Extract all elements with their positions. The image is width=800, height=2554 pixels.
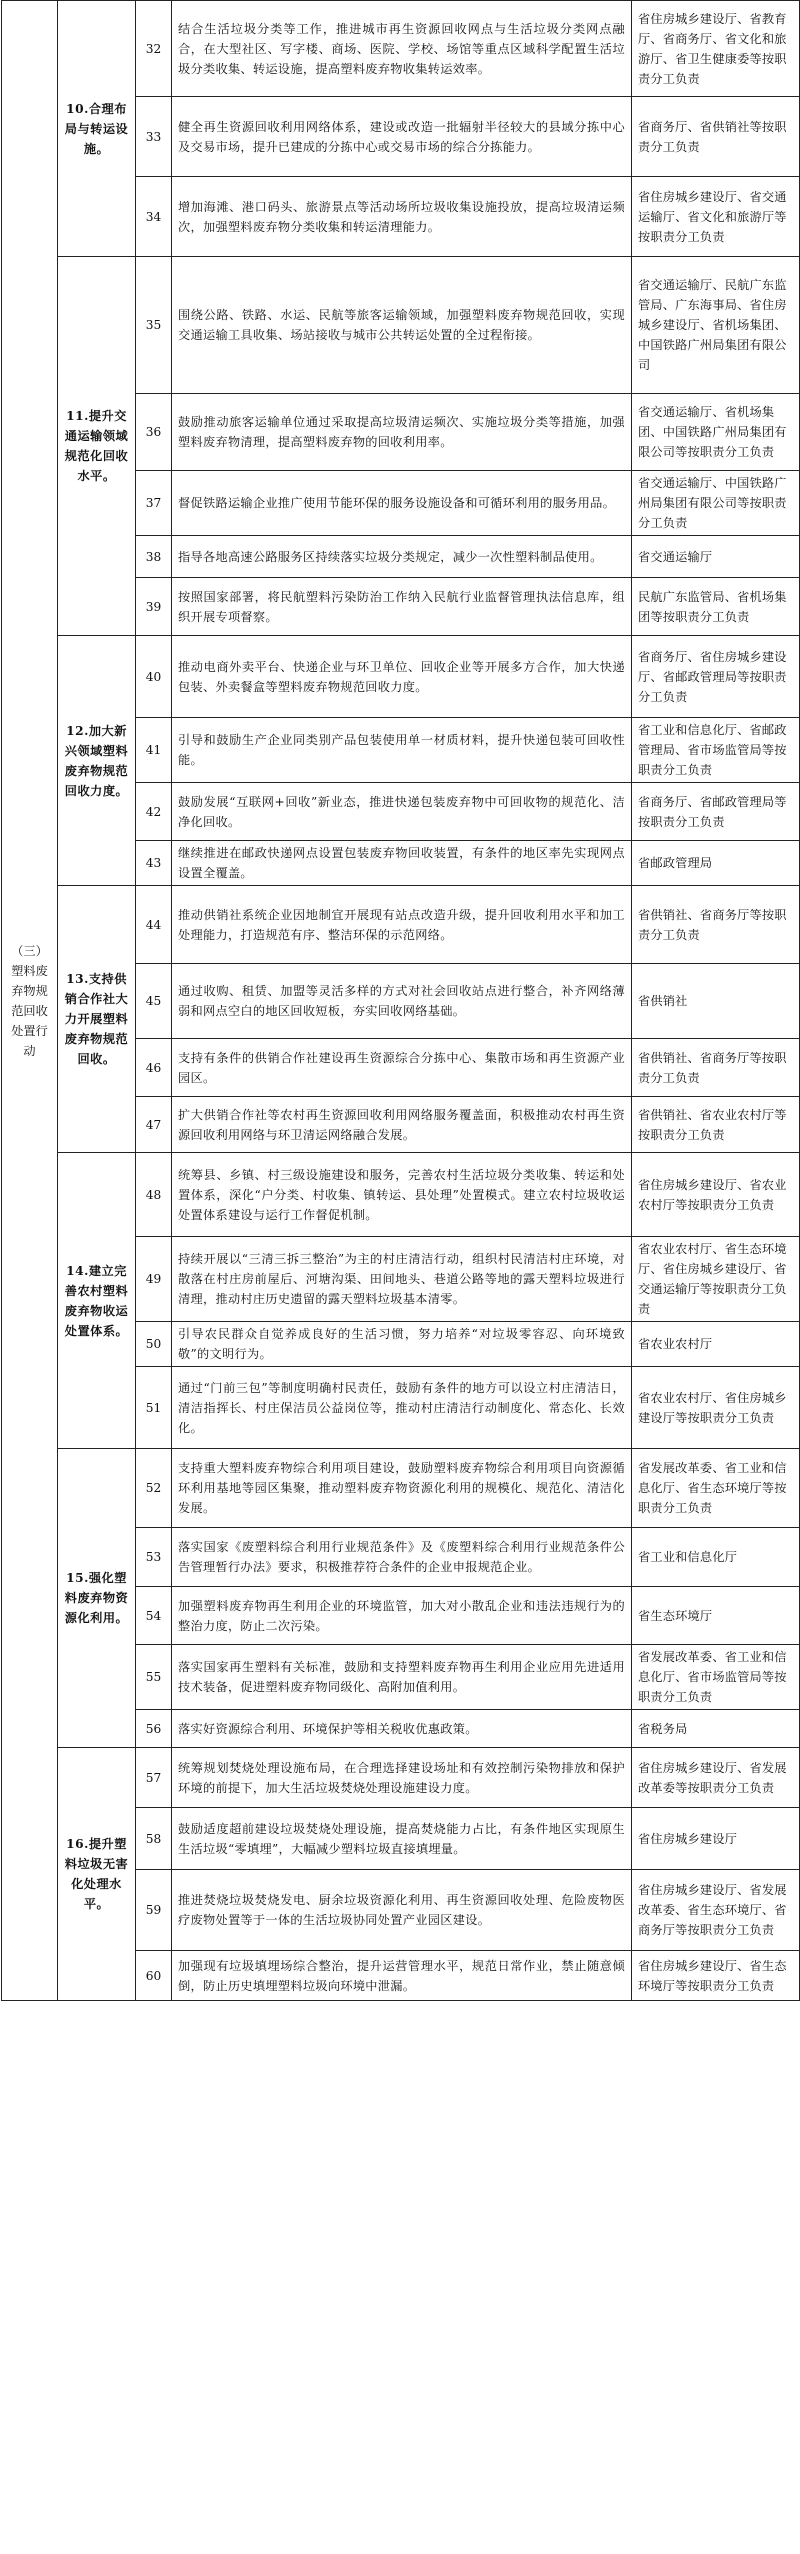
item-number: 44 [136,886,172,964]
group-title-text: 10.合理布局与转运设施。 [64,101,129,156]
item-description: 推进焚烧垃圾焚烧发电、厨余垃圾资源化利用、再生资源回收处理、危险废物医疗废物处置等于一体的生活垃圾协同处置产业园区建设。 [172,1870,632,1951]
category-cell [2,1,58,2001]
item-description: 鼓励适度超前建设垃圾焚烧处理设施，提高焚烧能力占比，有条件地区实现原生生活垃圾“零填埋”，大幅减少塑料垃圾直接填埋量。 [172,1808,632,1870]
item-description: 通过收购、租赁、加盟等灵活多样的方式对社会回收站点进行整合，补齐网络薄弱和网点空白的地区回收短板，夯实回收网络基础。 [172,964,632,1039]
measures-table [1,0,800,2001]
item-description: 鼓励发展“互联网+回收”新业态，推进快递包装废弃物中可回收物的规范化、洁净化回收。 [172,783,632,841]
table-row [2,257,800,394]
item-number: 59 [136,1870,172,1951]
item-description: 结合生活垃圾分类等工作，推进城市再生资源回收网点与生活垃圾分类网点融合，在大型社区、写字楼、商场、医院、学校、场馆等重点区域科学配置生活垃圾分类收集、转运设施，提高塑料废弃物收集转运效率。 [172,1,632,97]
group-title [58,1748,136,2001]
group-title-text: 14.建立完善农村塑料废弃物收运处置体系。 [64,1263,129,1338]
item-number: 34 [136,177,172,257]
responsible-departments: 省住房城乡建设厅、省生态环境厅等按职责分工负责 [632,1951,800,2001]
item-description: 推动供销社系统企业因地制宜开展现有站点改造升级，提升回收利用水平和加工处理能力，打造规范有序、整洁环保的示范网络。 [172,886,632,964]
item-description: 指导各地高速公路服务区持续落实垃圾分类规定，减少一次性塑料制品使用。 [172,536,632,578]
item-number: 36 [136,394,172,471]
item-number: 56 [136,1710,172,1748]
table-row [2,1153,800,1237]
item-number: 46 [136,1039,172,1097]
table-row [2,636,800,718]
item-description: 推动电商外卖平台、快递企业与环卫单位、回收企业等开展多方合作，加大快递包装、外卖餐盒等塑料废弃物规范回收力度。 [172,636,632,718]
responsible-departments: 省交通运输厅、中国铁路广州局集团有限公司等按职责分工负责 [632,471,800,536]
item-description: 统筹县、乡镇、村三级设施建设和服务，完善农村生活垃圾分类收集、转运和处置体系，深化“户分类、村收集、镇转运、县处理”处置模式。建立农村垃圾收运处置体系建设与运行工作督促机制。 [172,1153,632,1237]
responsible-departments: 省供销社、省农业农村厅等按职责分工负责 [632,1097,800,1153]
responsible-departments: 省生态环境厅 [632,1587,800,1645]
responsible-departments: 省住房城乡建设厅、省发展改革委、省生态环境厅、省商务厅等按职责分工负责 [632,1870,800,1951]
item-description: 支持重大塑料废弃物综合利用项目建设，鼓励塑料废弃物综合利用项目向资源循环利用基地等园区集聚，推动塑料废弃物资源化利用的规模化、规范化、清洁化发展。 [172,1449,632,1528]
group-title-text: 12.加大新兴领域塑料废弃物规范回收力度。 [64,723,129,798]
item-number: 50 [136,1322,172,1367]
responsible-departments: 省工业和信息化厅、省邮政管理局、省市场监管局等按职责分工负责 [632,718,800,783]
item-number: 43 [136,841,172,886]
item-description: 统筹规划焚烧处理设施布局，在合理选择建设场址和有效控制污染物排放和保护环境的前提下，加大生活垃圾焚烧处理设施建设力度。 [172,1748,632,1808]
item-number: 35 [136,257,172,394]
responsible-departments: 民航广东监管局、省机场集团等按职责分工负责 [632,578,800,636]
responsible-departments: 省工业和信息化厅 [632,1528,800,1587]
responsible-departments: 省住房城乡建设厅 [632,1808,800,1870]
item-number: 42 [136,783,172,841]
item-number: 41 [136,718,172,783]
responsible-departments: 省发展改革委、省工业和信息化厅、省生态环境厅等按职责分工负责 [632,1449,800,1528]
item-number: 52 [136,1449,172,1528]
group-title [58,1449,136,1748]
item-number: 37 [136,471,172,536]
item-description: 健全再生资源回收利用网络体系，建设或改造一批辐射半径较大的县域分拣中心及交易市场，提升已建成的分拣中心或交易市场的综合分拣能力。 [172,97,632,177]
item-description: 按照国家部署，将民航塑料污染防治工作纳入民航行业监督管理执法信息库，组织开展专项督察。 [172,578,632,636]
measures-table-body [2,1,800,2001]
responsible-departments: 省住房城乡建设厅、省农业农村厅等按职责分工负责 [632,1153,800,1237]
item-number: 58 [136,1808,172,1870]
item-description: 落实国家《废塑料综合利用行业规范条件》及《废塑料综合利用行业规范条件公告管理暂行办法》要求，积极推荐符合条件的企业申报规范企业。 [172,1528,632,1587]
item-description: 落实好资源综合利用、环境保护等相关税收优惠政策。 [172,1710,632,1748]
responsible-departments: 省农业农村厅、省生态环境厅、省住房城乡建设厅、省交通运输厅等按职责分工负责 [632,1237,800,1322]
item-description: 鼓励推动旅客运输单位通过采取提高垃圾清运频次、实施垃圾分类等措施，加强塑料废弃物清理，提高塑料废弃物的回收利用率。 [172,394,632,471]
group-title [58,257,136,636]
table-row [2,1449,800,1528]
item-number: 33 [136,97,172,177]
responsible-departments: 省交通运输厅、民航广东监管局、广东海事局、省住房城乡建设厅、省机场集团、中国铁路广州局集团有限公司 [632,257,800,394]
item-number: 51 [136,1367,172,1449]
item-number: 32 [136,1,172,97]
item-description: 持续开展以“三清三拆三整治”为主的村庄清洁行动，组织村民清洁村庄环境，对散落在村庄房前屋后、河塘沟渠、田间地头、巷道公路等地的露天塑料垃圾进行清理，推动村庄历史遗留的露天塑料垃圾基本清零。 [172,1237,632,1322]
item-description: 加强塑料废弃物再生利用企业的环境监管，加大对小散乱企业和违法违规行为的整治力度，防止二次污染。 [172,1587,632,1645]
responsible-departments: 省住房城乡建设厅、省交通运输厅、省文化和旅游厅等按职责分工负责 [632,177,800,257]
item-number: 57 [136,1748,172,1808]
responsible-departments: 省邮政管理局 [632,841,800,886]
category-label: （三）塑料废弃物规范回收处置行动 [11,943,48,1058]
item-description: 扩大供销合作社等农村再生资源回收利用网络服务覆盖面，积极推动农村再生资源回收利用网络与环卫清运网络融合发展。 [172,1097,632,1153]
table-row [2,1,800,97]
item-number: 54 [136,1587,172,1645]
group-title [58,1,136,257]
responsible-departments: 省住房城乡建设厅、省发展改革委等按职责分工负责 [632,1748,800,1808]
responsible-departments: 省供销社 [632,964,800,1039]
item-description: 增加海滩、港口码头、旅游景点等活动场所垃圾收集设施投放，提高垃圾清运频次，加强塑料废弃物分类收集和转运清理能力。 [172,177,632,257]
responsible-departments: 省交通运输厅、省机场集团、中国铁路广州局集团有限公司等按职责分工负责 [632,394,800,471]
item-description: 继续推进在邮政快递网点设置包装废弃物回收装置，有条件的地区率先实现网点设置全覆盖。 [172,841,632,886]
item-description: 支持有条件的供销合作社建设再生资源综合分拣中心、集散市场和再生资源产业园区。 [172,1039,632,1097]
responsible-departments: 省商务厅、省住房城乡建设厅、省邮政管理局等按职责分工负责 [632,636,800,718]
table-row [2,1748,800,1808]
item-number: 45 [136,964,172,1039]
responsible-departments: 省农业农村厅 [632,1322,800,1367]
responsible-departments: 省供销社、省商务厅等按职责分工负责 [632,1039,800,1097]
item-number: 53 [136,1528,172,1587]
item-number: 49 [136,1237,172,1322]
item-number: 38 [136,536,172,578]
item-description: 加强现有垃圾填埋场综合整治，提升运营管理水平，规范日常作业，禁止随意倾倒，防止历史填埋塑料垃圾向环境中泄漏。 [172,1951,632,2001]
item-description: 围绕公路、铁路、水运、民航等旅客运输领域，加强塑料废弃物规范回收，实现交通运输工具收集、场站接收与城市公共转运处置的全过程衔接。 [172,257,632,394]
group-title-text: 11.提升交通运输领域规范化回收水平。 [64,409,129,483]
item-description: 引导农民群众自觉养成良好的生活习惯，努力培养“对垃圾零容忍、向环境致敬”的文明行为。 [172,1322,632,1367]
responsible-departments: 省住房城乡建设厅、省教育厅、省商务厅、省文化和旅游厅、省卫生健康委等按职责分工负责 [632,1,800,97]
item-description: 督促铁路运输企业推广使用节能环保的服务设施设备和可循环利用的服务用品。 [172,471,632,536]
group-title [58,886,136,1153]
item-description: 引导和鼓励生产企业同类别产品包装使用单一材质材料，提升快递包装可回收性能。 [172,718,632,783]
item-number: 60 [136,1951,172,2001]
table-row [2,886,800,964]
item-number: 39 [136,578,172,636]
item-number: 40 [136,636,172,718]
responsible-departments: 省税务局 [632,1710,800,1748]
group-title-text: 13.支持供销合作社大力开展塑料废弃物规范回收。 [64,972,129,1066]
group-title [58,636,136,886]
item-number: 55 [136,1645,172,1710]
group-title [58,1153,136,1449]
responsible-departments: 省商务厅、省供销社等按职责分工负责 [632,97,800,177]
responsible-departments: 省商务厅、省邮政管理局等按职责分工负责 [632,783,800,841]
responsible-departments: 省供销社、省商务厅等按职责分工负责 [632,886,800,964]
item-description: 落实国家再生塑料有关标准，鼓励和支持塑料废弃物再生利用企业应用先进适用技术装备，促进塑料废弃物同级化、高附加值利用。 [172,1645,632,1710]
group-title-text: 15.强化塑料废弃物资源化利用。 [64,1571,129,1625]
group-title-text: 16.提升塑料垃圾无害化处理水平。 [64,1837,129,1911]
item-number: 48 [136,1153,172,1237]
responsible-departments: 省农业农村厅、省住房城乡建设厅等按职责分工负责 [632,1367,800,1449]
responsible-departments: 省交通运输厅 [632,536,800,578]
item-description: 通过“门前三包”等制度明确村民责任，鼓励有条件的地方可以设立村庄清洁日，清洁指挥长、村庄保洁员公益岗位等，推动村庄清洁行动制度化、常态化、长效化。 [172,1367,632,1449]
item-number: 47 [136,1097,172,1153]
responsible-departments: 省发展改革委、省工业和信息化厅、省市场监管局等按职责分工负责 [632,1645,800,1710]
